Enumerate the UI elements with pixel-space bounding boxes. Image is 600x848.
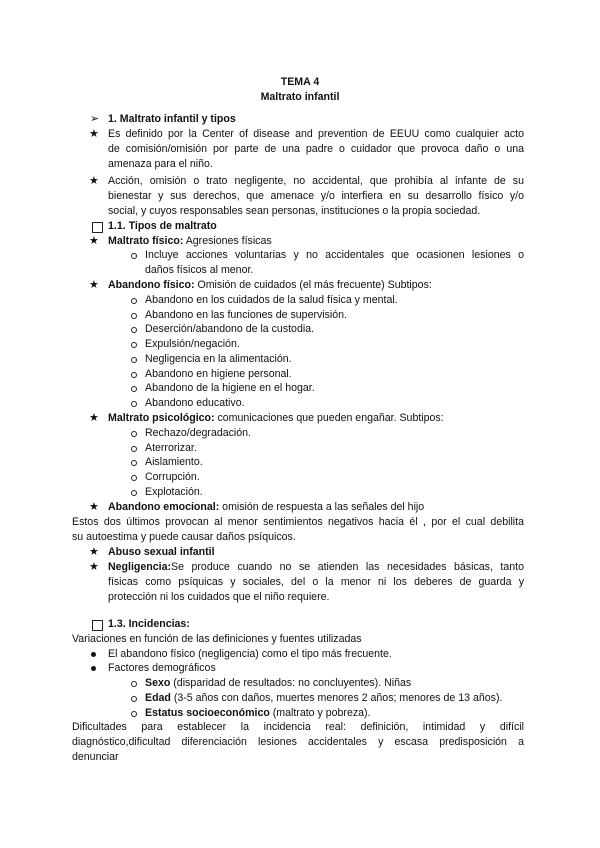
paragraph-line: protección ni los cuidados que el niño requiere. [108, 591, 330, 603]
star-bullet-icon: ★ [89, 501, 99, 513]
doc-subtitle: Maltrato infantil [260, 91, 340, 103]
star-bullet-icon: ★ [89, 279, 99, 291]
list-item: Abandono de la higiene en el hogar. [145, 382, 315, 394]
paragraph-line: Estos dos últimos provocan al menor sentimientos negativos hacia él , por el cual debilita [72, 516, 524, 528]
definition-line: Acción, omisión o trato negligente, no accidental, que prohibía al infante de su [108, 175, 524, 187]
circle-bullet-icon [131, 431, 137, 437]
list-item: Sexo (disparidad de resultados: no concluyentes). Niñas [145, 677, 412, 689]
disc-bullet-icon [91, 666, 96, 671]
list-item: Rechazo/degradación. [145, 427, 252, 439]
list-item: Deserción/abandono de la custodia. [145, 323, 315, 335]
list-item: Abandono educativo. [145, 397, 245, 409]
list-item: Edad (3-5 años con daños, muertes menores 2 años; menores de 13 años). [145, 692, 503, 704]
circle-bullet-icon [131, 327, 137, 333]
definition-line: amenaza para el niño. [108, 158, 213, 170]
checkbox-icon [92, 620, 103, 631]
paragraph-line: diagnóstico,dificultad diferenciación lesiones accidentales y escasa predisposición a [72, 736, 524, 748]
circle-bullet-icon [131, 460, 137, 466]
list-item: Abandono en higiene personal. [145, 368, 292, 380]
section-heading: 1. Maltrato infantil y tipos [108, 113, 236, 125]
paragraph-line: físicas como psíquicas y sociales, del o la menor ni los deberes de guarda y [108, 576, 524, 588]
list-item: Maltrato psicológico: comunicaciones que pueden engañar. Subtipos: [108, 412, 444, 424]
list-item: Negligencia en la alimentación. [145, 353, 292, 365]
star-bullet-icon: ★ [89, 128, 99, 140]
circle-bullet-icon [131, 253, 137, 259]
star-bullet-icon: ★ [89, 175, 99, 187]
list-item: Abandono en los cuidados de la salud física y mental. [145, 294, 398, 306]
circle-bullet-icon [131, 490, 137, 496]
doc-title: TEMA 4 [280, 76, 320, 88]
definition-line: Es definido por la Center of disease and prevention de EEUU como cualquier acto [108, 128, 524, 140]
circle-bullet-icon [131, 401, 137, 407]
subsection-heading: 1.3. Incidencias: [108, 618, 190, 630]
disc-bullet-icon [91, 652, 96, 657]
list-item: Factores demográficos [108, 662, 216, 674]
list-item: Estatus socioeconómico (maltrato y pobreza). [145, 707, 371, 719]
paragraph-line: Dificultades para establecer la incidencia real: definición, intimidad y difícil [72, 721, 524, 733]
list-item: Maltrato físico: Agresiones físicas [108, 235, 272, 247]
circle-bullet-icon [131, 446, 137, 452]
circle-bullet-icon [131, 313, 137, 319]
definition-line: de comisión/omisión por parte de una padre o cuidador que provoca daño o una [108, 143, 524, 155]
list-item: Explotación. [145, 486, 203, 498]
list-item: Aterrorizar. [145, 442, 197, 454]
paragraph-line: denunciar [72, 751, 119, 763]
list-item: Aislamiento. [145, 456, 203, 468]
circle-bullet-icon [131, 711, 137, 717]
list-item: daños físicos al menor. [145, 264, 254, 276]
paragraph-line: Variaciones en función de las definiciones y fuentes utilizadas [72, 633, 362, 645]
checkbox-icon [92, 222, 103, 233]
list-item: Abandono emocional: omisión de respuesta a las señales del hijo [108, 501, 425, 513]
star-bullet-icon: ★ [89, 412, 99, 424]
circle-bullet-icon [131, 357, 137, 363]
definition-line: social, y cuyos responsables sean personas, instituciones o la propia sociedad. [108, 205, 481, 217]
list-item: Abandono en las funciones de supervisión. [145, 309, 348, 321]
circle-bullet-icon [131, 372, 137, 378]
circle-bullet-icon [131, 386, 137, 392]
circle-bullet-icon [131, 475, 137, 481]
circle-bullet-icon [131, 298, 137, 304]
list-item: Abandono físico: Omisión de cuidados (el más frecuente) Subtipos: [108, 279, 432, 291]
list-item: El abandono físico (negligencia) como el tipo más frecuente. [108, 648, 392, 660]
arrow-bullet-icon: ➢ [90, 113, 100, 125]
circle-bullet-icon [131, 342, 137, 348]
circle-bullet-icon [131, 696, 137, 702]
list-item: Incluye acciones voluntarias y no accidentales que ocasionen lesiones o [145, 249, 524, 261]
star-bullet-icon: ★ [89, 235, 99, 247]
star-bullet-icon: ★ [89, 546, 99, 558]
list-item: Negligencia: Se produce cuando no se atienden las necesidades básicas, tanto [108, 561, 524, 573]
subsection-heading: 1.1. Tipos de maltrato [108, 220, 217, 232]
star-bullet-icon: ★ [89, 561, 99, 573]
list-item: Expulsión/negación. [145, 338, 240, 350]
definition-line: bienestar y sus derechos, que amenace y/o interfiera en su desarrollo físico y/o [108, 190, 524, 202]
list-item: Abuso sexual infantil [108, 546, 215, 558]
paragraph-line: su autoestima y puede causar daños psíquicos. [72, 531, 296, 543]
list-item: Corrupción. [145, 471, 200, 483]
circle-bullet-icon [131, 681, 137, 687]
